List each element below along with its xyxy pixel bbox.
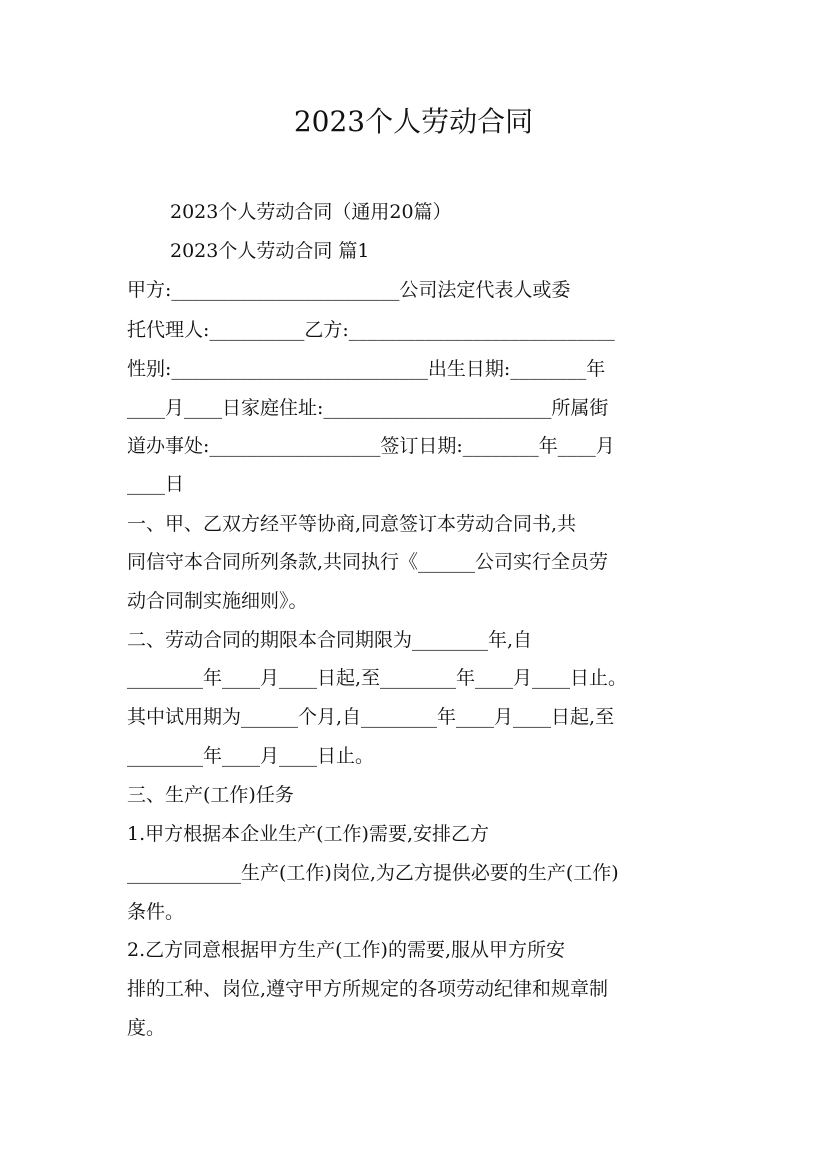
paragraph-line: 1.甲方根据本企业生产(工作)需要,安排乙方: [127, 823, 489, 845]
document-title: 2023个人劳动合同: [293, 105, 534, 138]
paragraph-line: 道办事处:__________________签订日期:________年____月: [127, 435, 615, 457]
paragraph-line: ____月____日家庭住址:________________________所属街: [127, 397, 609, 419]
paragraph-line: 动合同制实施细则》。: [127, 590, 308, 612]
paragraph-line: 三、生产(工作)任务: [127, 784, 294, 806]
paragraph-line: 2.乙方同意根据甲方生产(工作)的需要,服从甲方所安: [127, 939, 565, 961]
paragraph-line: 排的工种、岗位,遵守甲方所规定的各项劳动纪律和规章制: [127, 978, 609, 1000]
section-heading: 2023个人劳动合同 篇1: [170, 240, 370, 262]
paragraph-line: 甲方:________________________公司法定代表人或委: [127, 279, 571, 301]
subtitle-line: 2023个人劳动合同（通用20篇）: [170, 201, 452, 223]
paragraph-line: 度。: [127, 1017, 166, 1039]
paragraph-line: ________年____月____日止。: [127, 745, 375, 767]
paragraph-line: 同信守本合同所列条款,共同执行《______公司实行全员劳: [127, 551, 609, 573]
paragraph-line: ____日: [127, 473, 185, 495]
paragraph-line: ____________生产(工作)岗位,为乙方提供必要的生产(工作): [127, 862, 619, 884]
paragraph-line: 性别:___________________________出生日期:________年: [127, 358, 606, 380]
paragraph-line: ________年____月____日起,至________年____月____日止。: [127, 667, 628, 689]
paragraph-line: 托代理人:__________乙方:____________________________: [127, 319, 615, 341]
paragraph-line: 二、劳动合同的期限本合同期限为________年,自: [127, 629, 533, 651]
paragraph-line: 一、甲、乙双方经平等协商,同意签订本劳动合同书,共: [127, 513, 577, 535]
paragraph-line: 其中试用期为______个月,自________年____月____日起,至: [127, 706, 615, 728]
paragraph-line: 条件。: [127, 901, 185, 923]
